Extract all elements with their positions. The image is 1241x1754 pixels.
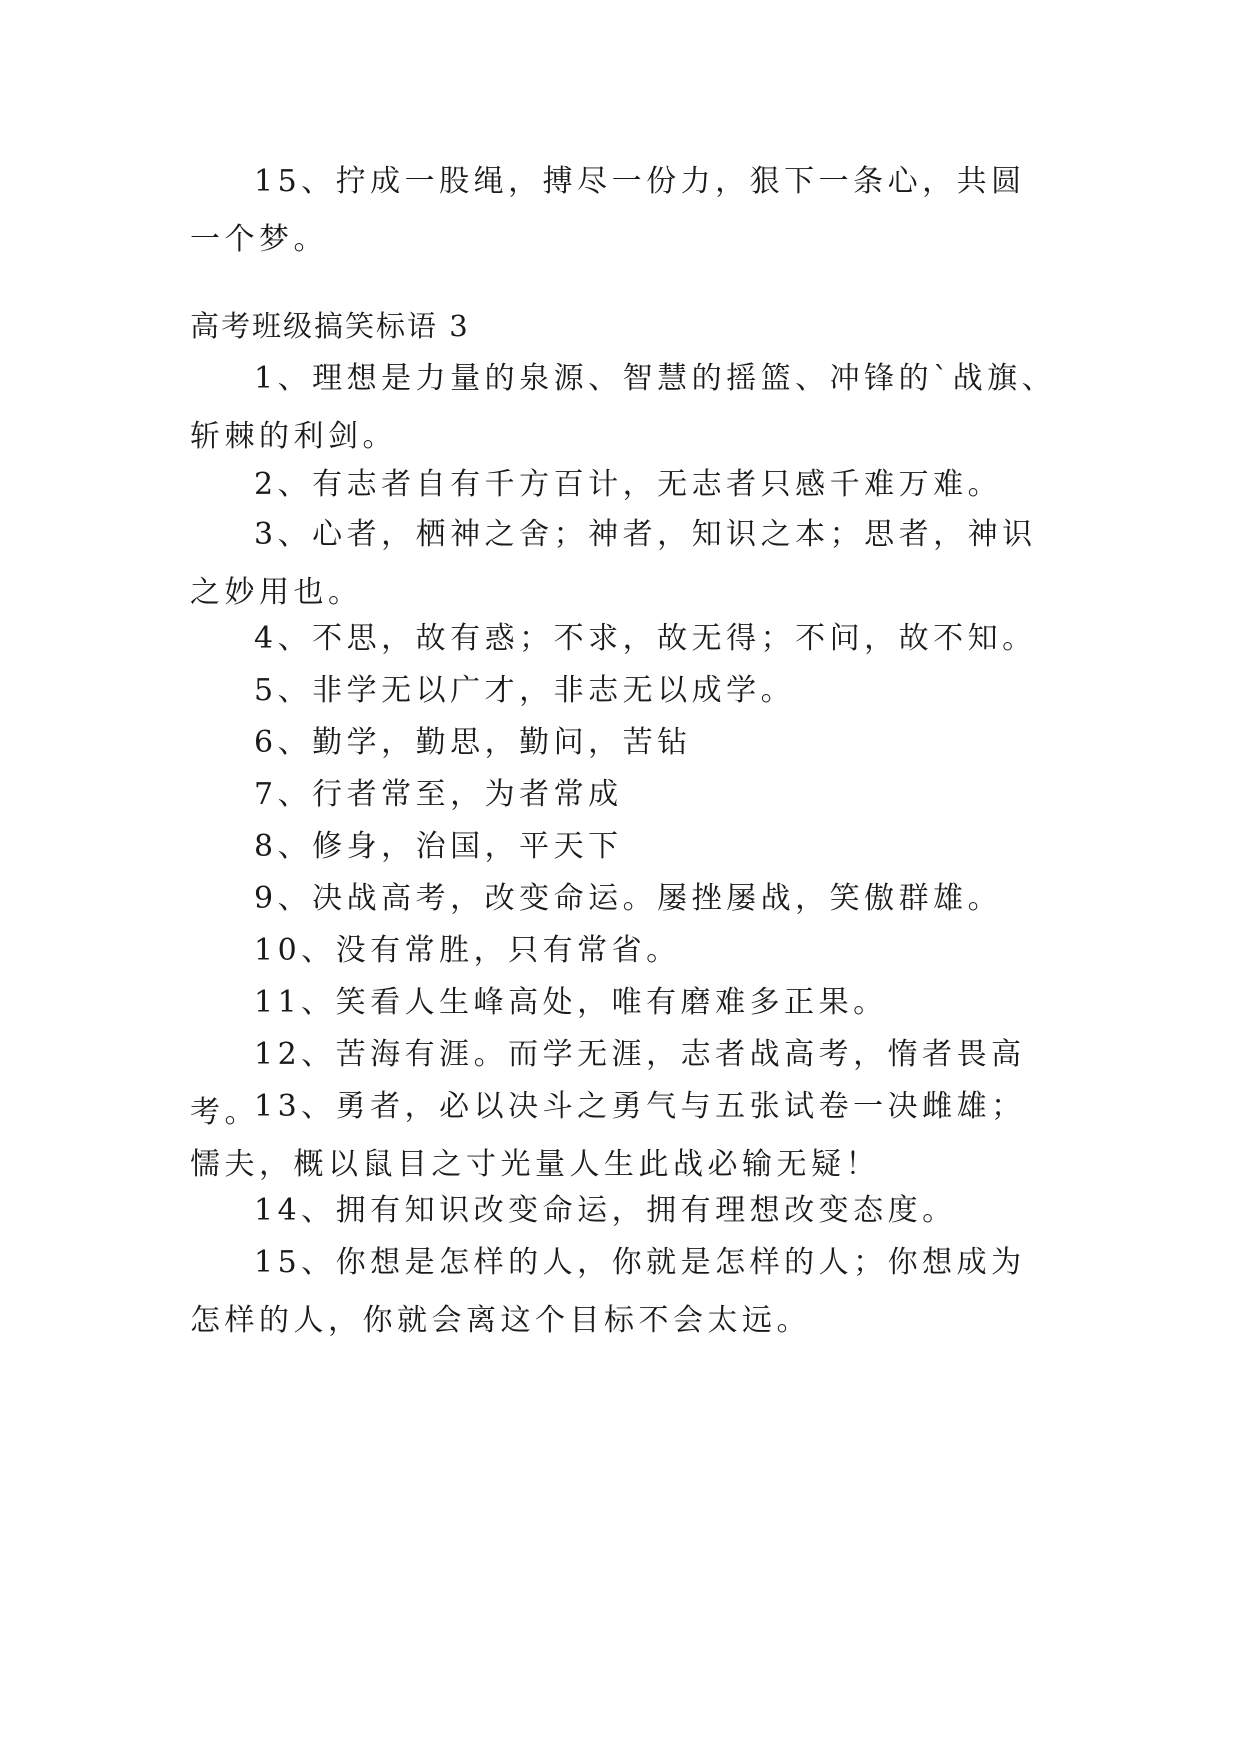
previous-item-15: 15、拧成一股绳，搏尽一份力，狠下一条心，共圆一个梦。 bbox=[190, 164, 1026, 257]
list-item-1: 1、理想是力量的泉源、智慧的摇篮、冲锋的`战旗、斩棘的利剑。 bbox=[190, 361, 1057, 454]
list-item-2: 2、有志者自有千方百计，无志者只感千难万难。 bbox=[254, 467, 1003, 502]
list-item-4: 4、不思，故有惑；不求，故无得；不问，故不知。 bbox=[254, 621, 1037, 656]
list-item-10: 10、没有常胜，只有常省。 bbox=[254, 933, 681, 968]
list-item-3: 3、心者，栖神之舍；神者，知识之本；思者，神识之妙用也。 bbox=[190, 517, 1037, 610]
list-item-7: 7、行者常至，为者常成 bbox=[254, 777, 623, 812]
section-title: 高考班级搞笑标语 3 bbox=[190, 309, 470, 343]
list-item-9: 9、决战高考，改变命运。屡挫屡战，笑傲群雄。 bbox=[254, 881, 1003, 916]
list-item-15: 15、你想是怎样的人，你就是怎样的人；你想成为怎样的人，你就会离这个目标不会太远。 bbox=[190, 1245, 1026, 1338]
list-item-13: 13、勇者，必以决斗之勇气与五张试卷一决雌雄；懦夫，概以鼠目之寸光量人生此战必输无疑！ bbox=[190, 1089, 1026, 1182]
list-item-5: 5、非学无以广才，非志无以成学。 bbox=[254, 673, 796, 708]
list-item-12: 12、苦海有涯。而学无涯，志者战高考，惰者畏高考。 bbox=[190, 1037, 1026, 1130]
list-item-14: 14、拥有知识改变命运，拥有理想改变态度。 bbox=[254, 1193, 957, 1228]
list-item-6: 6、勤学，勤思，勤问，苦钻 bbox=[254, 725, 692, 760]
list-item-11: 11、笑看人生峰高处，唯有磨难多正果。 bbox=[254, 985, 888, 1020]
list-item-8: 8、修身，治国，平天下 bbox=[254, 829, 623, 864]
